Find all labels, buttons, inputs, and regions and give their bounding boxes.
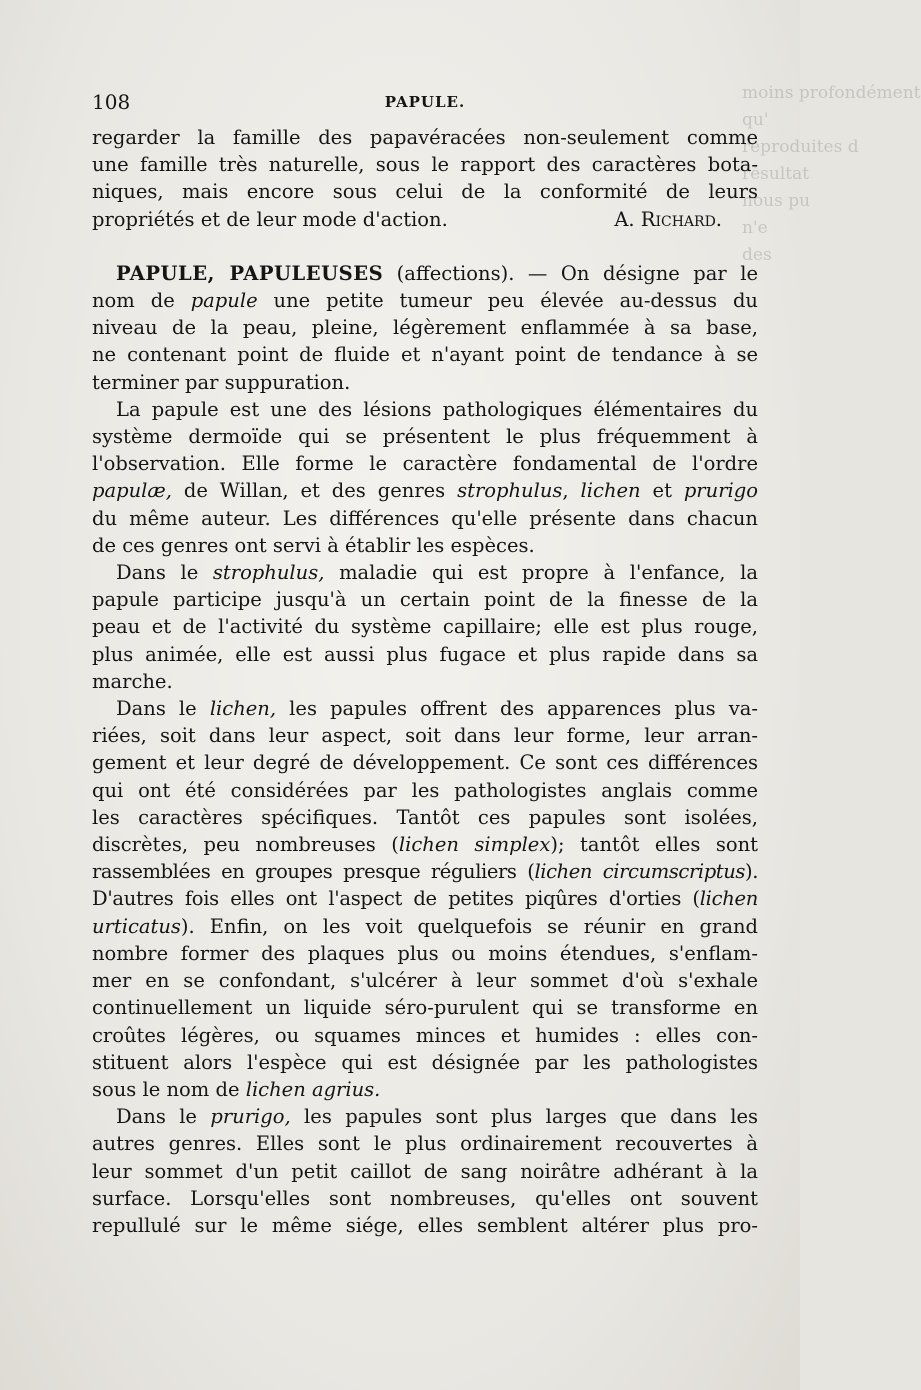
italic-term: lichen agrius. xyxy=(245,1077,381,1101)
text-line: stituent alors l'espèce qui est désignée par les pathologistes xyxy=(92,1050,758,1074)
text-line: les caractères spécifiques. Tantôt ces papules sont isolées, xyxy=(92,805,758,829)
text-line: niques, mais encore sous celui de la conformité de leurs xyxy=(92,180,758,204)
paragraph-previous-article xyxy=(92,124,758,233)
paragraph-lichen xyxy=(92,695,758,1103)
italic-term: prurigo xyxy=(683,479,758,503)
text-line: papule participe jusqu'à un certain point de la finesse de la xyxy=(92,588,758,612)
text-line xyxy=(92,260,758,287)
text-line: repullulé sur le même siége, elles semblent altérer plus pro- xyxy=(92,1213,758,1237)
text-line: La papule est une des lésions pathologiques élémentaires du xyxy=(116,397,758,421)
text-line: sous le nom de lichen agrius. xyxy=(92,1077,381,1101)
author-signature: A. Richard. xyxy=(614,207,722,231)
italic-term: papulæ, xyxy=(92,479,172,503)
italic-term: papule xyxy=(190,289,258,313)
text-line: peau et de l'activité du système capillaire; elle est plus rouge, xyxy=(92,615,758,639)
text-line: l'observation. Elle forme le caractère fondamental de l'ordre xyxy=(92,452,758,476)
italic-term: urticatus xyxy=(92,914,181,938)
page-number: 108 xyxy=(92,90,131,114)
italic-term: lichen, xyxy=(209,697,277,721)
text-line: croûtes légères, ou squames minces et humides : elles con- xyxy=(92,1023,758,1047)
text-fragment: (affections). — On désigne par le xyxy=(383,261,759,285)
text-line: Dans le strophulus, maladie qui est propre à l'enfance, la xyxy=(116,561,758,585)
text-line: marche. xyxy=(92,669,173,693)
text-line: du même auteur. Les différences qu'elle présente dans chacun xyxy=(92,506,758,530)
text-line: nombre former des plaques plus ou moins étendues, s'enflam- xyxy=(92,941,758,965)
article-heading-paragraph xyxy=(92,260,758,287)
text-line: continuellement un liquide séro-purulent qui se transforme en xyxy=(92,996,758,1020)
italic-term: lichen xyxy=(699,887,758,911)
running-title: PAPULE. xyxy=(384,93,466,111)
text-line: plus animée, elle est aussi plus fugace et plus rapide dans sa xyxy=(92,642,758,666)
italic-term: lichen xyxy=(580,479,641,503)
text-line: leur sommet d'un petit caillot de sang noirâtre adhérant à la xyxy=(92,1159,758,1183)
text-line: Dans le lichen, les papules offrent des apparences plus va- xyxy=(116,697,759,721)
body-text xyxy=(92,124,758,1239)
text-line xyxy=(92,206,758,233)
italic-term: lichen circumscriptus xyxy=(534,860,745,884)
page-header xyxy=(92,90,758,116)
text-line: riées, soit dans leur aspect, soit dans leur forme, leur arran- xyxy=(92,724,758,748)
text-line: surface. Lorsqu'elles sont nombreuses, qu'elles ont souvent xyxy=(92,1186,758,1210)
text-line: D'autres fois elles ont l'aspect de petites piqûres d'orties (lichen xyxy=(92,887,758,911)
italic-term: lichen simplex xyxy=(398,833,551,857)
text-line: une famille très naturelle, sous le rapport des caractères bota- xyxy=(92,153,758,177)
text-line: discrètes, peu nombreuses (lichen simplex); tantôt elles sont xyxy=(92,833,758,857)
paragraph-prurigo xyxy=(92,1103,758,1239)
text-line: terminer par suppuration. xyxy=(92,370,351,394)
text-line: papulæ, de Willan, et des genres strophulus, lichen et prurigo xyxy=(92,479,758,503)
article-title: PAPULE, PAPULEUSES xyxy=(116,261,384,285)
italic-term: prurigo, xyxy=(210,1105,291,1129)
text-line: regarder la famille des papavéracées non-seulement comme xyxy=(92,126,758,149)
text-fragment: propriétés et de leur mode d'action. xyxy=(92,207,448,231)
text-line: niveau de la peau, pleine, légèrement enflammée à sa base, xyxy=(92,316,758,340)
text-line: de ces genres ont servi à établir les espèces. xyxy=(92,533,535,557)
paragraph-papule-lesion xyxy=(92,396,758,559)
text-line: gement et leur degré de développement. Ce sont ces différences xyxy=(92,751,758,775)
paragraph-gap xyxy=(92,233,758,260)
text-line: mer en se confondant, s'ulcérer à leur sommet d'où s'exhale xyxy=(92,969,758,993)
paragraph-strophulus xyxy=(92,559,758,695)
text-line: qui ont été considérées par les pathologistes anglais comme xyxy=(92,778,758,802)
italic-term: strophulus xyxy=(457,479,563,503)
bleed-through-text: moins profondément qu' reproduites d résultat nous pu n'e des xyxy=(742,83,921,265)
text-line: nom de papule une petite tumeur peu élevée au-dessus du xyxy=(92,289,758,313)
text-line: urticatus). Enfin, on les voit quelquefois se réunir en grand xyxy=(92,914,758,938)
text-line: Dans le prurigo, les papules sont plus larges que dans les xyxy=(116,1105,758,1129)
text-line: système dermoïde qui se présentent le plus fréquemment à xyxy=(92,425,758,449)
text-line: ne contenant point de fluide et n'ayant point de tendance à se xyxy=(92,343,758,367)
text-line: autres genres. Elles sont le plus ordinairement recouvertes à xyxy=(92,1132,758,1156)
paragraph-definition xyxy=(92,287,758,396)
italic-term: strophulus, xyxy=(212,561,325,585)
text-line: rassemblées en groupes presque réguliers (lichen circumscriptus). xyxy=(92,860,759,884)
